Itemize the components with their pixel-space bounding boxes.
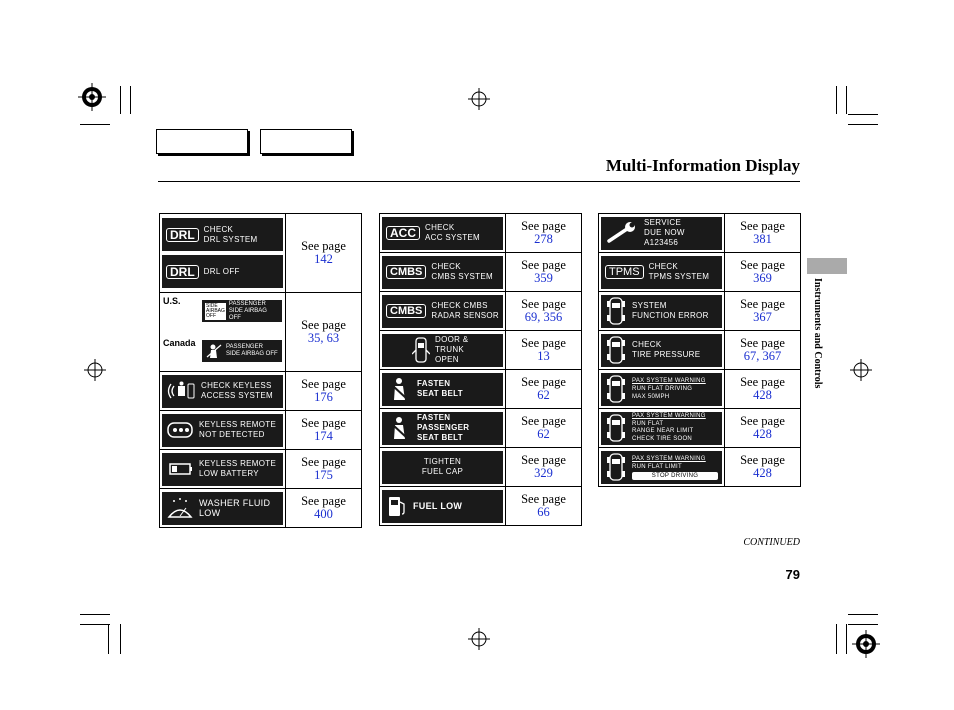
page-ref: See page 278 <box>506 214 582 253</box>
page-title: Multi-Information Display <box>605 156 800 175</box>
page-link[interactable]: 381 <box>753 232 772 246</box>
message-cell <box>599 331 725 370</box>
message-cell <box>599 409 725 448</box>
page-ref: See page 359 <box>506 253 582 292</box>
washer-fluid-low-message: WASHER FLUID LOW <box>162 492 283 525</box>
page-ref: See page 62 <box>506 409 582 448</box>
registration-target-icon <box>78 83 106 111</box>
page-link[interactable]: 428 <box>753 388 772 402</box>
airbag-off-indicator-icon: SIDE AIRBAG OFF <box>206 302 225 319</box>
crosshair-icon <box>850 359 872 381</box>
message-cell <box>380 370 506 409</box>
page-ref: See page 176 <box>286 372 362 411</box>
cmbs-icon: CMBS <box>386 304 426 318</box>
section-tab[interactable] <box>807 258 847 274</box>
page-link[interactable]: 174 <box>314 429 333 443</box>
keyless-access-icon <box>166 380 196 402</box>
page-link[interactable]: 69 <box>524 310 538 324</box>
nav-button-contents[interactable] <box>260 129 352 154</box>
car-tire-icon <box>605 452 627 482</box>
message-cell <box>599 448 725 487</box>
page-link[interactable]: 62 <box>537 388 550 402</box>
fasten-passenger-seat-belt-message: FASTEN PASSENGER SEAT BELT <box>382 412 503 445</box>
page-link[interactable]: 35 <box>307 331 321 345</box>
message-cell <box>160 411 286 450</box>
page-link[interactable]: 176 <box>314 390 333 404</box>
seat-belt-icon <box>386 415 412 441</box>
page-link[interactable]: 369 <box>753 271 772 285</box>
page-link[interactable]: 62 <box>537 427 550 441</box>
page-ref: See page 13 <box>506 331 582 370</box>
page-ref: See page 428 <box>725 409 801 448</box>
page-link[interactable]: 175 <box>314 468 333 482</box>
message-cell <box>160 293 286 372</box>
acc-check-message: ACC CHECK ACC SYSTEM <box>382 217 503 250</box>
car-tire-icon <box>605 374 627 404</box>
message-cell <box>380 331 506 370</box>
keyless-access-message: CHECK KEYLESS ACCESS SYSTEM <box>162 375 283 408</box>
fuel-pump-icon <box>386 494 408 518</box>
page-ref: See page 428 <box>725 448 801 487</box>
page-ref: See page 367 <box>725 292 801 331</box>
system-function-error-message: SYSTEM FUNCTION ERROR <box>601 295 722 328</box>
page-ref: See page 35, 63 <box>286 293 362 372</box>
page-ref: See page 400 <box>286 489 362 528</box>
page-link[interactable]: 67 <box>743 349 757 363</box>
car-tire-icon <box>605 296 627 326</box>
message-cell <box>160 372 286 411</box>
drl-icon: DRL <box>166 228 199 242</box>
us-label: U.S. <box>163 296 181 306</box>
message-cell <box>380 448 506 487</box>
message-cell <box>160 214 286 293</box>
message-table-2 <box>379 213 582 526</box>
page-link[interactable]: 428 <box>753 427 772 441</box>
us-airbag-message: SIDE AIRBAG OFF PASSENGER SIDE AIRBAG OFF <box>202 300 282 322</box>
seat-belt-icon <box>386 376 412 402</box>
car-tire-icon <box>605 335 627 365</box>
airbag-off-icon <box>205 343 223 359</box>
message-cell <box>380 409 506 448</box>
tpms-icon: TPMS <box>605 265 644 279</box>
tighten-fuel-cap-message: TIGHTEN FUEL CAP <box>382 451 503 484</box>
page-link[interactable]: 329 <box>534 466 553 480</box>
page-link[interactable]: 400 <box>314 507 333 521</box>
service-due-message: SERVICE DUE NOW A123456 <box>601 217 722 250</box>
message-cell <box>160 450 286 489</box>
page-link[interactable]: 63 <box>326 331 340 345</box>
page-ref: See page 66 <box>506 487 582 526</box>
pax-stop-driving-message: PAX SYSTEM WARNING RUN FLAT LIMIT STOP DRIVING <box>601 451 722 484</box>
cmbs-check-message: CMBS CHECK CMBS SYSTEM <box>382 256 503 289</box>
page-link[interactable]: 142 <box>314 252 333 266</box>
message-cell <box>380 214 506 253</box>
crosshair-icon <box>468 628 490 650</box>
page-ref: See page 69, 356 <box>506 292 582 331</box>
page-ref: See page 62 <box>506 370 582 409</box>
crosshair-icon <box>468 88 490 110</box>
canada-airbag-message: PASSENGER SIDE AIRBAG OFF <box>202 340 282 362</box>
cmbs-radar-message: CMBS CHECK CMBS RADAR SENSOR <box>382 295 503 328</box>
message-cell <box>599 370 725 409</box>
wrench-icon <box>605 221 639 245</box>
page-ref: See page 428 <box>725 370 801 409</box>
page-ref: See page 381 <box>725 214 801 253</box>
car-door-open-icon <box>412 336 430 364</box>
page-link[interactable]: 367 <box>762 349 782 363</box>
crosshair-icon <box>84 359 106 381</box>
drl-check-message: DRL CHECK DRL SYSTEM <box>162 218 283 251</box>
pax-range-near-limit-message: PAX SYSTEM WARNING RUN FLAT RANGE NEAR LIMIT CHECK TIRE SOON <box>601 412 722 445</box>
message-table-3 <box>598 213 801 487</box>
page-link[interactable]: 367 <box>753 310 772 324</box>
page-link[interactable]: 359 <box>534 271 553 285</box>
car-tire-icon <box>605 413 627 443</box>
page-ref: See page 174 <box>286 411 362 450</box>
drl-off-message: DRL DRL OFF <box>162 255 283 288</box>
check-tire-pressure-message: CHECK TIRE PRESSURE <box>601 334 722 367</box>
message-table-1 <box>159 213 362 528</box>
canada-label: Canada <box>163 338 196 348</box>
message-cell <box>160 489 286 528</box>
message-cell <box>380 487 506 526</box>
page-ref: See page 142 <box>286 214 362 293</box>
page-link[interactable]: 13 <box>537 349 550 363</box>
page-link[interactable]: 356 <box>543 310 563 324</box>
key-fob-icon <box>166 419 194 441</box>
message-cell <box>380 253 506 292</box>
section-label: Instruments and Controls <box>812 278 823 389</box>
drl-icon: DRL <box>166 265 199 279</box>
page-link[interactable]: 66 <box>537 505 550 519</box>
cmbs-icon: CMBS <box>386 265 426 279</box>
title-rule <box>158 181 800 182</box>
page-link[interactable]: 428 <box>753 466 772 480</box>
fasten-seat-belt-message: FASTEN SEAT BELT <box>382 373 503 406</box>
page-ref: See page 329 <box>506 448 582 487</box>
page-ref: See page 67, 367 <box>725 331 801 370</box>
page-link[interactable]: 278 <box>534 232 553 246</box>
page-ref: See page 369 <box>725 253 801 292</box>
pax-run-flat-driving-message: PAX SYSTEM WARNING RUN FLAT DRIVING MAX 50MPH <box>601 373 722 406</box>
message-cell <box>599 214 725 253</box>
washer-fluid-icon <box>166 497 194 519</box>
message-cell <box>599 292 725 331</box>
low-battery-icon <box>166 458 194 480</box>
message-cell <box>380 292 506 331</box>
registration-target-icon <box>852 630 880 658</box>
nav-button-index[interactable] <box>156 129 248 154</box>
keyless-remote-low-battery-message: KEYLESS REMOTE LOW BATTERY <box>162 453 283 486</box>
fuel-low-message: FUEL LOW <box>382 490 503 523</box>
tpms-check-message: TPMS CHECK TPMS SYSTEM <box>601 256 722 289</box>
stop-driving-label: STOP DRIVING <box>632 472 718 480</box>
page-number: 79 <box>785 567 800 582</box>
page-ref: See page 175 <box>286 450 362 489</box>
keyless-remote-not-detected-message: KEYLESS REMOTE NOT DETECTED <box>162 414 283 447</box>
continued-label: CONTINUED <box>743 537 800 548</box>
message-cell <box>599 253 725 292</box>
acc-icon: ACC <box>386 226 420 240</box>
door-trunk-open-message: DOOR & TRUNK OPEN <box>382 334 503 367</box>
